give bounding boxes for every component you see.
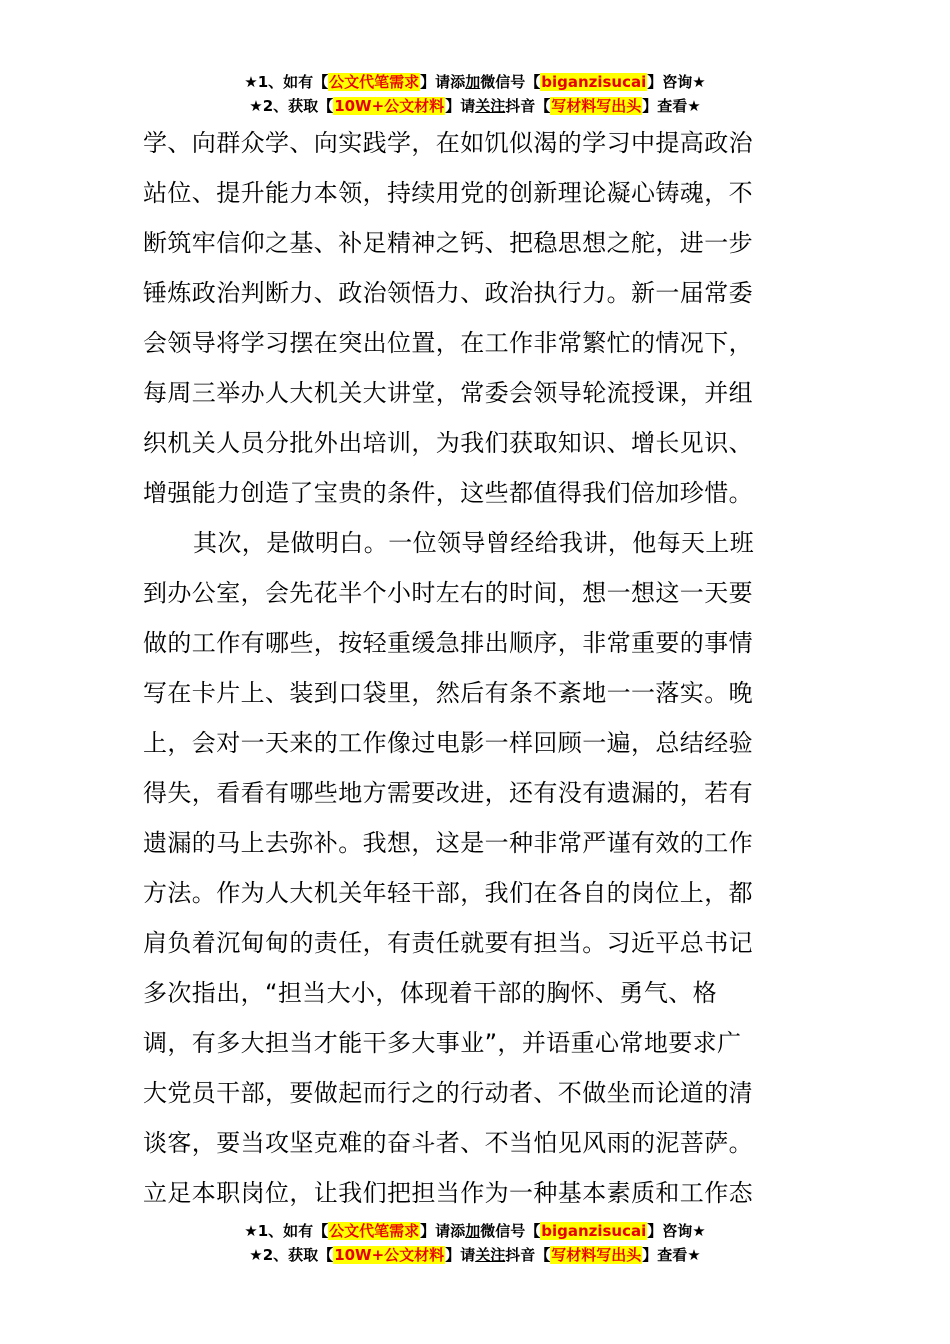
banner-text: 】查看★ [642,97,701,115]
banner-text: ★2、获取【 [249,97,334,115]
paragraph-start-line: 其次，是做明白。一位领导曾经给我讲，他每天上班 [193,529,755,557]
banner-text: 】查看★ [642,1246,701,1264]
banner-text: 】请添 [420,1222,466,1240]
banner-line-1 [0,1219,950,1243]
footer-banner [0,1219,950,1267]
highlight-ghostwriting: 公文代笔需求 [329,1222,420,1240]
banner-text-underlined: 关注 [475,97,506,115]
text-line: 遗漏的马上去弥补。我想，这是一种非常严谨有效的工作 [143,829,753,857]
text-line: 学、向群众学、向实践学，在如饥似渴的学习中提高政治 [143,129,753,157]
banner-line-2 [0,94,950,118]
highlight-ghostwriting: 公文代笔需求 [329,73,420,91]
banner-text: ★1、如有【 [244,1222,329,1240]
highlight-materials: 10W+公文材料 [334,97,445,115]
text-line: 锤炼政治判断力、政治领悟力、政治执行力。新一届常委 [143,279,753,307]
text-line: 织机关人员分批外出培训，为我们获取知识、增长见识、 [143,429,753,457]
text-line: 每周三举办人大机关大讲堂，常委会领导轮流授课，并组 [143,379,753,407]
banner-text: ★1、如有【 [244,73,329,91]
text-line: 方法。作为人大机关年轻干部，我们在各自的岗位上，都 [143,879,753,907]
text-line: 谈客，要当攻坚克难的奋斗者、不当怕见风雨的泥菩萨。 [143,1129,753,1157]
header-banner [0,70,950,118]
text-line: 立足本职岗位，让我们把担当作为一种基本素质和工作态 [143,1179,753,1207]
banner-line-2 [0,1243,950,1267]
text-line: 调，有多大担当才能干多大事业”，并语重心常地要求广 [143,1029,742,1057]
text-line: 肩负着沉甸甸的责任，有责任就要有担当。习近平总书记 [143,929,753,957]
banner-text-underlined: 加 [465,73,481,91]
banner-text: 抖音【 [505,97,551,115]
banner-line-1 [0,70,950,94]
text-line: 写在卡片上、装到口袋里，然后有条不紊地一一落实。晚 [143,679,753,707]
banner-text: 】咨询★ [647,73,706,91]
highlight-wechat-id: biganzisucai [541,73,647,91]
banner-text: 微信号【 [480,1222,541,1240]
banner-text: 微信号【 [480,73,541,91]
text-line: 上，会对一天来的工作像过电影一样回顾一遍，总结经验 [143,729,753,757]
banner-text: 】请 [445,97,476,115]
banner-text: 】咨询★ [647,1222,706,1240]
banner-text: 抖音【 [505,1246,551,1264]
highlight-materials: 10W+公文材料 [334,1246,445,1264]
highlight-douyin: 写材料写出头 [551,97,642,115]
text-line: 到办公室，会先花半个小时左右的时间，想一想这一天要 [143,579,753,607]
text-line: 站位、提升能力本领，持续用党的创新理论凝心铸魂，不 [143,179,753,207]
highlight-wechat-id: biganzisucai [541,1222,647,1240]
highlight-douyin: 写材料写出头 [551,1246,642,1264]
text-line: 会领导将学习摆在突出位置，在工作非常繁忙的情况下， [143,329,753,357]
banner-text-underlined: 关注 [475,1246,506,1264]
banner-text: 】请添 [420,73,466,91]
banner-text: 】请 [445,1246,476,1264]
banner-text: ★2、获取【 [249,1246,334,1264]
text-line: 做的工作有哪些，按轻重缓急排出顺序，非常重要的事情 [143,629,753,657]
text-line: 增强能力创造了宝贵的条件，这些都值得我们倍加珍惜。 [143,479,753,507]
text-line: 大党员干部，要做起而行之的行动者、不做坐而论道的清 [143,1079,753,1107]
document-body [143,118,809,1218]
banner-text-underlined: 加 [465,1222,481,1240]
text-line: 得失，看看有哪些地方需要改进，还有没有遗漏的，若有 [143,779,753,807]
text-line: 断筑牢信仰之基、补足精神之钙、把稳思想之舵，进一步 [143,229,753,257]
text-line: 多次指出，“担当大小，体现着干部的胸怀、勇气、格 [143,979,718,1007]
